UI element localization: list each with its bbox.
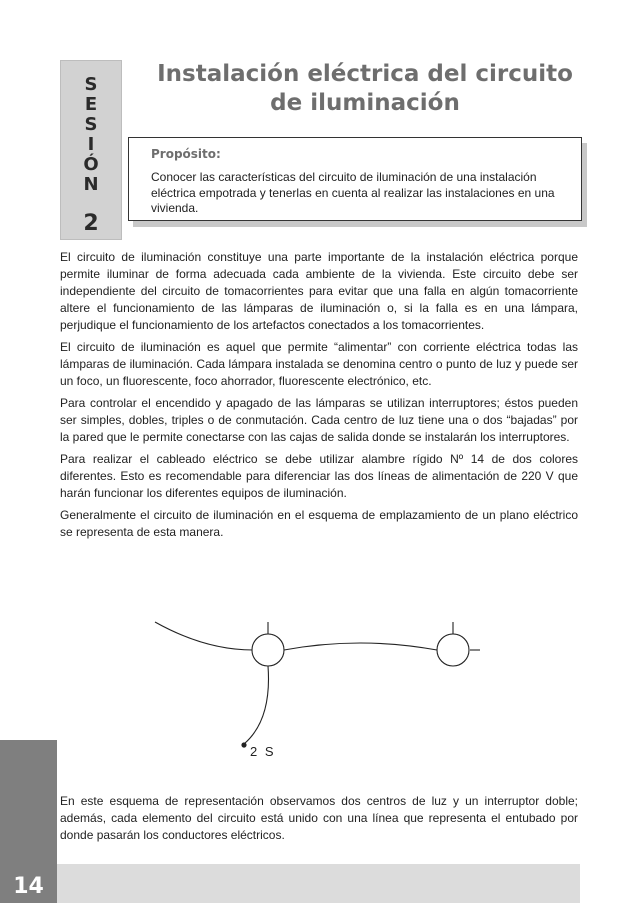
session-sidebar [60, 60, 122, 240]
switch-drop-line [244, 666, 269, 744]
light-center-1 [252, 634, 284, 666]
conduit-line [284, 643, 437, 650]
paragraph: Generalmente el circuito de iluminación en el esquema de emplazamiento de un plano eléctrico se representa de esta manera. [60, 508, 578, 539]
paragraph: El circuito de iluminación constituye una parte importante de la instalación eléctrica porque permite iluminar de forma adecuada cada ambiente de la vivienda. Este circuito debe ser independiente del circuito de tomacorrientes para evitar que una falla en algún tomacorriente altere el funcionamiento de las lámparas de iluminación o, si la falla es en una lámpara, perjudique el funcionamiento de los artefactos conectados a los tomacorrientes. [60, 250, 578, 332]
paragraph: El circuito de iluminación es aquel que permite “alimentar” con corriente eléctrica todas las lámparas de iluminación. Cada lámpara instalada se denomina centro o punto de luz y puede ser un foco, un fluorescente, foco ahorrador, fluorescente electrónico, etc. [60, 340, 578, 388]
switch-point [241, 742, 246, 747]
session-letter: I [87, 134, 95, 155]
purpose-box [128, 137, 582, 221]
title-line-2: de iluminación [270, 90, 460, 116]
page-number: 14 [13, 874, 44, 899]
purpose-label: Propósito: [151, 147, 221, 161]
session-word [83, 75, 98, 195]
session-letter: S [84, 74, 98, 95]
switch-label: 2 S [250, 744, 276, 759]
title-line-1: Instalación eléctrica del circuito [157, 61, 573, 87]
body-text [60, 249, 578, 546]
footer-bar [57, 864, 580, 903]
page-title [130, 60, 600, 118]
closing-paragraph: En este esquema de representación observamos dos centros de luz y un interruptor doble; además, cada elemento del circuito está unido con una línea que representa el entubado por donde pasarán los conductores eléctricos. [60, 794, 578, 842]
session-letter: S [84, 114, 98, 135]
session-letter: E [84, 94, 98, 115]
page-number-tab [0, 740, 57, 903]
light-center-2 [437, 634, 469, 666]
conduit-line [155, 622, 253, 650]
circuit-diagram [60, 600, 580, 770]
session-number: 2 [83, 211, 99, 236]
purpose-text: Conocer las características del circuito de iluminación de una instalación eléctrica empotrada y tenerlas en cuenta al realizar las instalaciones en una vivienda. [151, 170, 555, 215]
session-letter: Ó [83, 154, 99, 175]
session-letter: N [83, 174, 99, 195]
paragraph: Para controlar el encendido y apagado de las lámparas se utilizan interruptores; éstos pueden ser simples, dobles, triples o de conmutación. Cada centro de luz tiene una o dos “bajadas” por la pared que le permite conectarse con las cajas de salida donde se instalarán los interruptores. [60, 396, 578, 444]
paragraph: Para realizar el cableado eléctrico se debe utilizar alambre rígido Nº 14 de dos colores diferentes. Esto es recomendable para diferenciar las dos líneas de alimentación de 220 V que harán funcionar los diferentes equipos de iluminación. [60, 452, 578, 500]
